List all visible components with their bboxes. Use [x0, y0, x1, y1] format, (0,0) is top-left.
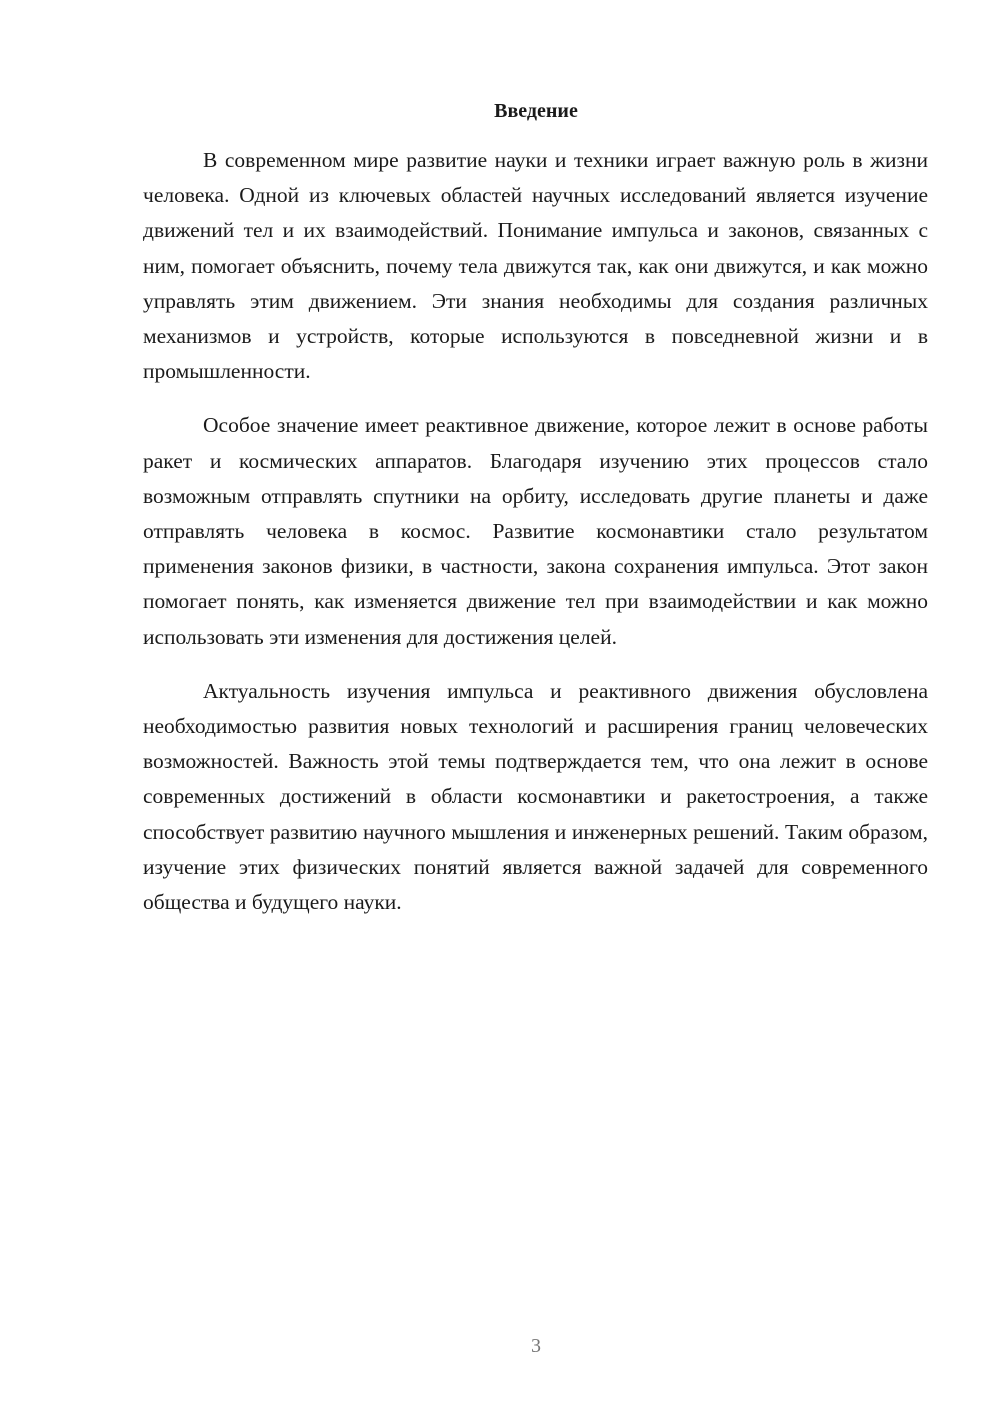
paragraph-2: Особое значение имеет реактивное движение, которое лежит в основе работы ракет и космических аппаратов. Благодаря изучению этих процессов стало возможным отправлять спутники на орбиту, исследовать другие планеты и даже отправлять человека в космос. Развитие космонавтики стало результатом применения законов физики, в частности, закона сохранения импульса. Этот закон помогает понять, как изменяется движение тел при взаимодействии и как можно использовать эти изменения для достижения целей. [143, 413, 928, 649]
section-heading: Введение [494, 100, 578, 122]
paragraph-3: Актуальность изучения импульса и реактивного движения обусловлена необходимостью развития новых технологий и расширения границ человеческих возможностей. Важность этой темы подтверждается тем, что она лежит в основе современных достижений в области космонавтики и ракетостроения, а также способствует развитию научного мышления и инженерных решений. Таким образом, изучение этих физических понятий является важной задачей для современного общества и будущего науки. [143, 678, 928, 915]
paragraph-1: В современном мире развитие науки и техники играет важную роль в жизни человека. Одной из ключевых областей научных исследований является изучение движений тел и их взаимодействий. Понимание импульса и законов, связанных с ним, помогает объяснить, почему тела движутся так, как они движутся, и как можно управлять этим движением. Эти знания необходимы для создания различных механизмов и устройств, которые используются в повседневной жизни и в промышленности. [143, 148, 928, 384]
page-number: 3 [531, 1335, 541, 1357]
body-text [143, 143, 928, 939]
